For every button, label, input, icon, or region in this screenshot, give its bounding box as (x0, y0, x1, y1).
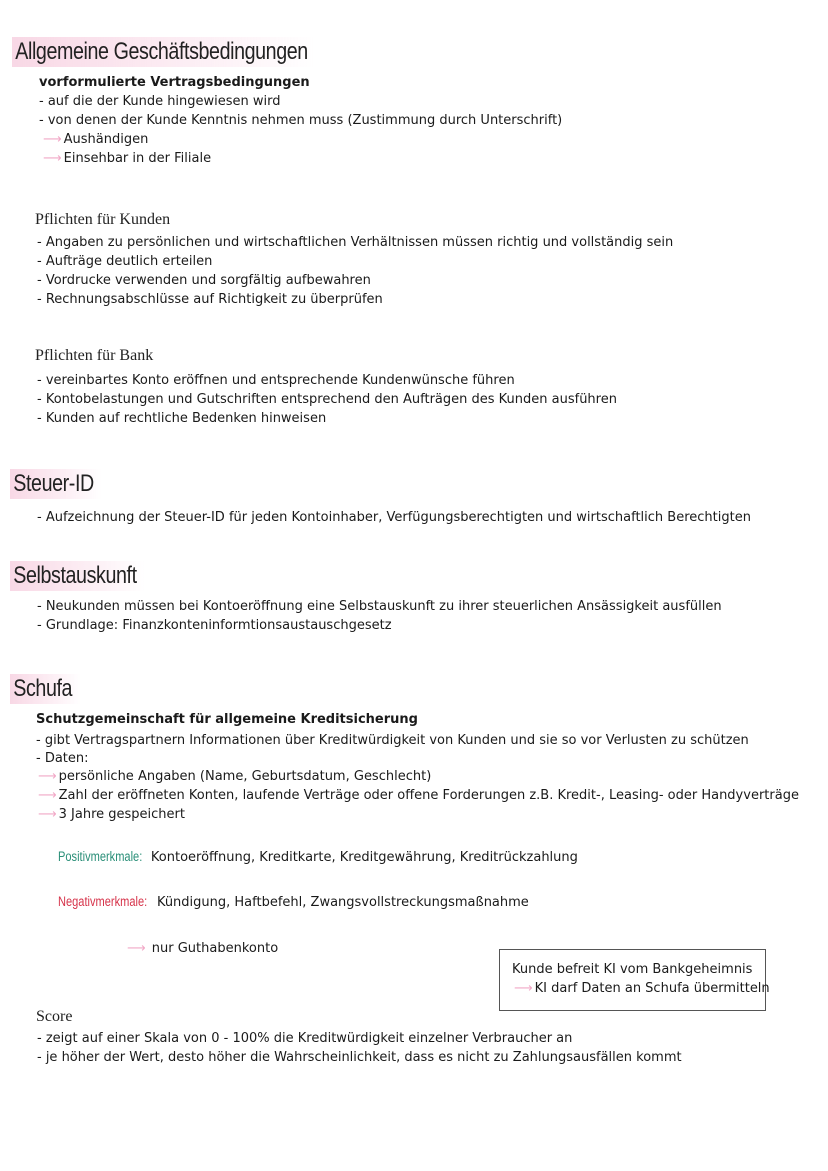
kunden-line: - Rechnungsabschlüsse auf Richtigkeit zu überprüfen (37, 292, 383, 307)
steuer-heading: Steuer-ID (10, 469, 102, 499)
arrow-right-icon: ⟶ (127, 941, 146, 956)
schufa-arrow-item: ⟶ persönliche Angaben (Name, Geburtsdatum, Geschlecht) (38, 769, 432, 784)
schufa-heading: Schufa (10, 674, 80, 704)
arrow-right-icon: ⟶ (38, 807, 57, 822)
agb-subheading: vorformulierte Vertragsbedingungen (39, 75, 310, 90)
guthaben-item: ⟶ nur Guthabenkonto (127, 941, 279, 956)
kunden-heading: Pflichten für Kunden (35, 211, 171, 228)
arrow-right-icon: ⟶ (43, 132, 62, 147)
kunden-line: - Aufträge deutlich erteilen (37, 254, 213, 269)
agb-arrow-item: ⟶ Einsehbar in der Filiale (43, 151, 212, 166)
bank-line: - Kunden auf rechtliche Bedenken hinweisen (37, 411, 327, 426)
negativmerkmale (58, 894, 543, 910)
negativmerkmale-label: Negativmerkmale: (58, 894, 148, 909)
schufa-subheading: Schutzgemeinschaft für allgemeine Kreditsicherung (36, 712, 418, 727)
schufa-arrow-item: ⟶ Zahl der eröffneten Konten, laufende Verträge oder offene Forderungen z.B. Kredit-, Leasing- oder Handyverträge (38, 788, 799, 803)
agb-line: - von denen der Kunde Kenntnis nehmen muss (Zustimmung durch Unterschrift) (39, 113, 563, 128)
score-heading: Score (36, 1008, 73, 1025)
bank-heading: Pflichten für Bank (35, 347, 154, 364)
kunden-line: - Angaben zu persönlichen und wirtschaftlichen Verhältnissen müssen richtig und vollständig sein (37, 235, 674, 250)
agb-line: - auf die der Kunde hingewiesen wird (39, 94, 281, 109)
negativmerkmale-text: Kündigung, Haftbefehl, Zwangsvollstreckungsmaßnahme (156, 895, 529, 910)
schufa-arrow-item: ⟶ 3 Jahre gespeichert (38, 807, 185, 822)
positivmerkmale-label: Positivmerkmale: (58, 849, 143, 864)
arrow-right-icon: ⟶ (43, 151, 62, 166)
arrow-right-icon: ⟶ (514, 981, 533, 996)
selbst-line: - Neukunden müssen bei Kontoeröffnung eine Selbstauskunft zu ihrer steuerlichen Ansässigkeit ausfüllen (37, 599, 722, 614)
bank-line: - Kontobelastungen und Gutschriften entsprechend den Aufträgen des Kunden ausführen (37, 392, 617, 407)
positivmerkmale-text: Kontoeröffnung, Kreditkarte, Kreditgewährung, Kreditrückzahlung (150, 850, 578, 865)
schufa-line: - Daten: (36, 751, 89, 766)
steuer-line: - Aufzeichnung der Steuer-ID für jeden Kontoinhaber, Verfügungsberechtigten und wirtschaftlich Berechtigten (37, 510, 751, 525)
arrow-right-icon: ⟶ (38, 788, 57, 803)
bank-line: - vereinbartes Konto eröffnen und entsprechende Kundenwünsche führen (37, 373, 515, 388)
box-line: Kunde befreit KI vom Bankgeheimnis (512, 962, 753, 977)
score-line: - je höher der Wert, desto höher die Wahrscheinlichkeit, dass es nicht zu Zahlungsausfällen kommt (37, 1050, 682, 1065)
schufa-line: - gibt Vertragspartnern Informationen über Kreditwürdigkeit von Kunden und sie so vor Verlusten zu schützen (36, 733, 749, 748)
positivmerkmale (58, 849, 592, 865)
selbst-line: - Grundlage: Finanzkonteninformtionsaustauschgesetz (37, 618, 392, 633)
agb-heading: Allgemeine Geschäftsbedingungen (12, 37, 316, 67)
selbst-heading: Selbstauskunft (10, 561, 145, 591)
agb-arrow-item: ⟶ Aushändigen (43, 132, 149, 147)
kunden-line: - Vordrucke verwenden und sorgfältig aufbewahren (37, 273, 371, 288)
score-line: - zeigt auf einer Skala von 0 - 100% die Kreditwürdigkeit einzelner Verbraucher an (37, 1031, 573, 1046)
arrow-right-icon: ⟶ (38, 769, 57, 784)
box-arrow-item: ⟶ KI darf Daten an Schufa übermitteln (514, 981, 770, 996)
bankgeheimnis-box (499, 949, 770, 1011)
